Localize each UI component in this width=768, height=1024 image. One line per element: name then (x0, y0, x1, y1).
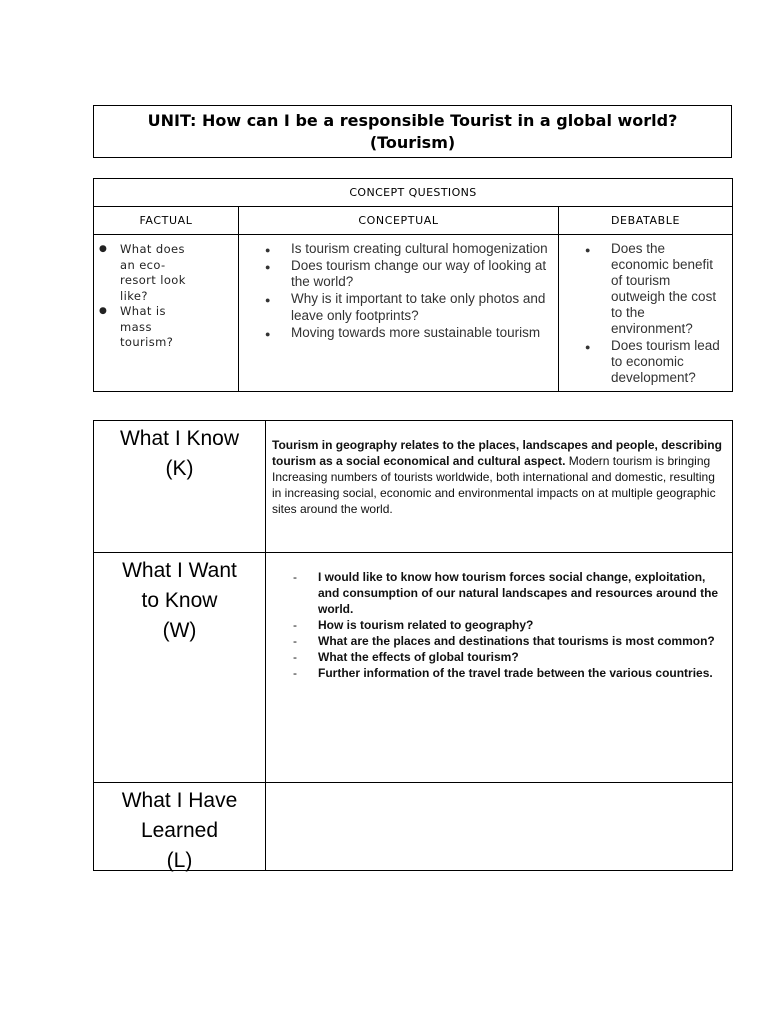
want-content (266, 553, 732, 782)
learned-row (94, 783, 732, 870)
bullet-icon: ● (585, 341, 591, 352)
concept-column-bodies (94, 235, 732, 391)
want-label: What I Want to Know (W) (94, 553, 266, 782)
list-item: - What are the places and destinations that tourisms is most common? (293, 634, 715, 648)
list-item: - What the effects of global tourism? (293, 650, 519, 664)
factual-header: FACTUAL (94, 207, 239, 234)
list-item: ● Moving towards more sustainable tourism (291, 325, 552, 342)
know-label: What I Know (K) (94, 421, 266, 552)
list-item: ● What is mass tourism? (99, 304, 174, 349)
debatable-list (559, 235, 732, 386)
bullet-icon: ● (99, 306, 108, 316)
list-item: ● Is tourism creating cultural homogenization (291, 241, 552, 258)
concept-column-headers (94, 207, 732, 235)
want-row (94, 553, 732, 783)
bullet-icon: ● (99, 244, 108, 254)
know-text: Tourism in geography relates to the places, landscapes and people, describing tourism as a social economical and cultural aspect. Modern tourism is bringing Increasing numbers of tourists worldwide, both international and domestic, resulting in increasing social, economic and environmental impacts on at multiple geographic sites around the world. (272, 438, 722, 516)
debatable-header: DEBATABLE (610, 214, 681, 227)
bullet-icon: ● (265, 261, 271, 272)
bullet-icon: ● (265, 245, 271, 255)
bullet-icon: ● (585, 245, 591, 255)
unit-title: UNIT: How can I be a responsible Tourist in a global world? (147, 111, 678, 130)
know-content (266, 421, 732, 552)
concept-questions-heading: CONCEPT QUESTIONS (94, 179, 732, 207)
list-item: - I would like to know how tourism forces social change, exploitation, and consumption of our natural landscapes and resources around the world. (293, 570, 719, 616)
learned-content[interactable] (266, 783, 732, 870)
debatable-cell (559, 235, 732, 391)
bullet-icon: ● (265, 295, 271, 306)
list-item: - How is tourism related to geography? (293, 618, 534, 632)
concept-questions-table (93, 178, 733, 392)
conceptual-cell (239, 235, 559, 391)
list-item: ● Why is it important to take only photos and leave only footprints? (265, 291, 546, 323)
factual-cell (94, 235, 239, 391)
factual-list (94, 235, 238, 351)
list-item: ● Does tourism lead to economic development? (585, 337, 720, 385)
unit-title-box (93, 105, 732, 158)
want-list (266, 553, 732, 681)
know-row (94, 421, 732, 553)
conceptual-header: CONCEPTUAL (239, 207, 559, 234)
list-item: - Further information of the travel trade between the various countries. (293, 666, 713, 680)
unit-subtitle: (Tourism) (369, 133, 456, 152)
kwl-table (93, 420, 733, 871)
bullet-icon: ● (265, 328, 271, 339)
conceptual-list (239, 235, 558, 341)
list-item: ● What does an eco-resort look like? (99, 242, 186, 303)
learned-label: What I Have Learned (L) (94, 783, 266, 870)
list-item: ● Does the economic benefit of tourism outweigh the cost to the environment? (585, 241, 717, 337)
list-item: ● Does tourism change our way of looking at the world? (265, 257, 547, 290)
